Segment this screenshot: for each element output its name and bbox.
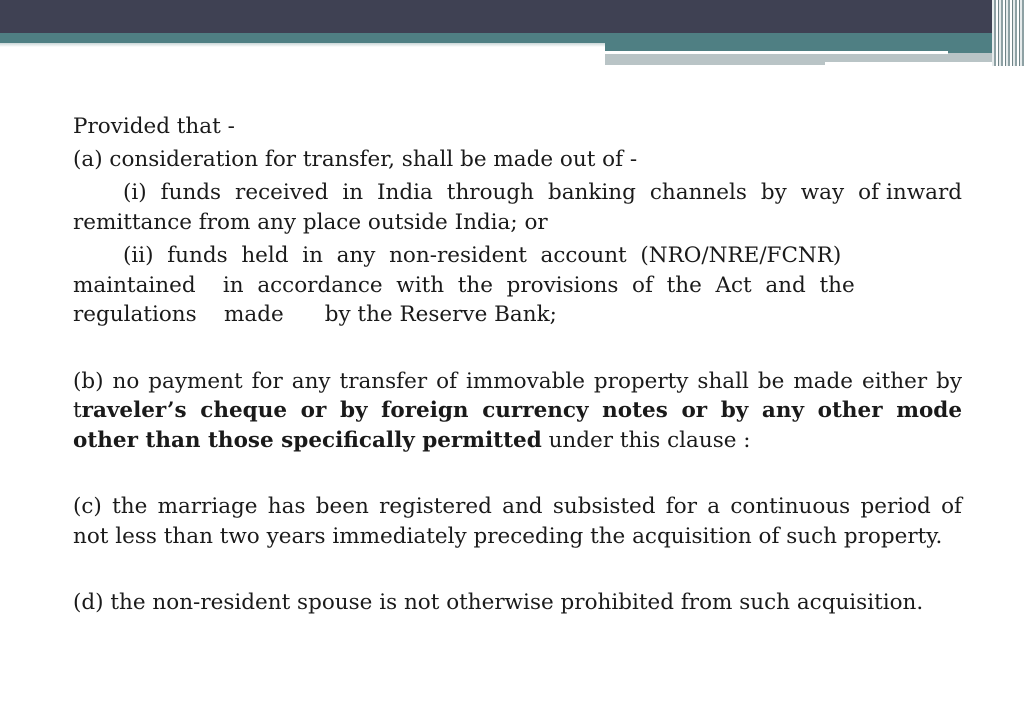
- sub-item-ii: [73, 241, 962, 330]
- sub-item-i: (i) funds received in India through banking channels by way of inward remittance from any place outside India; or: [73, 180, 969, 235]
- header-white-line: [605, 51, 948, 54]
- clause-c-paragraph: (c) the marriage has been registered and subsisted for a continuous period of not less than two years immediately preceding the acquisition of such property.: [73, 494, 962, 549]
- header-band-dark: [0, 0, 1024, 33]
- clause-b-emphasis: raveler’s cheque or by foreign currency notes or by any other mode other than those specifically permitted: [73, 398, 962, 453]
- header-vertical-stripes: [992, 0, 1024, 66]
- clause-d-paragraph: (d) the non-resident spouse is not otherwise prohibited from such acquisition.: [73, 590, 924, 615]
- header-white-line-short: [825, 62, 1000, 65]
- clause-b-end: under this clause :: [541, 427, 751, 453]
- provided-that-line: Provided that -: [73, 114, 235, 139]
- header-band-teal: [0, 33, 1000, 43]
- clause-a-line: (a) consideration for transfer, shall be made out of -: [73, 146, 638, 172]
- sub-item-ii-text: (ii) funds held in any non-resident account (NRO/NRE/FCNR) maintained in accordance with the provisions of the Act and the regulations made: [73, 243, 862, 327]
- header-band-shadow: [0, 43, 605, 47]
- clause-b-start: (b) no payment for any transfer of immovable property shall be made either by t: [73, 368, 962, 423]
- slide-body: [73, 112, 969, 618]
- sub-item-ii-end: by the Reserve Bank;: [324, 302, 557, 327]
- clause-b-paragraph: [73, 367, 962, 456]
